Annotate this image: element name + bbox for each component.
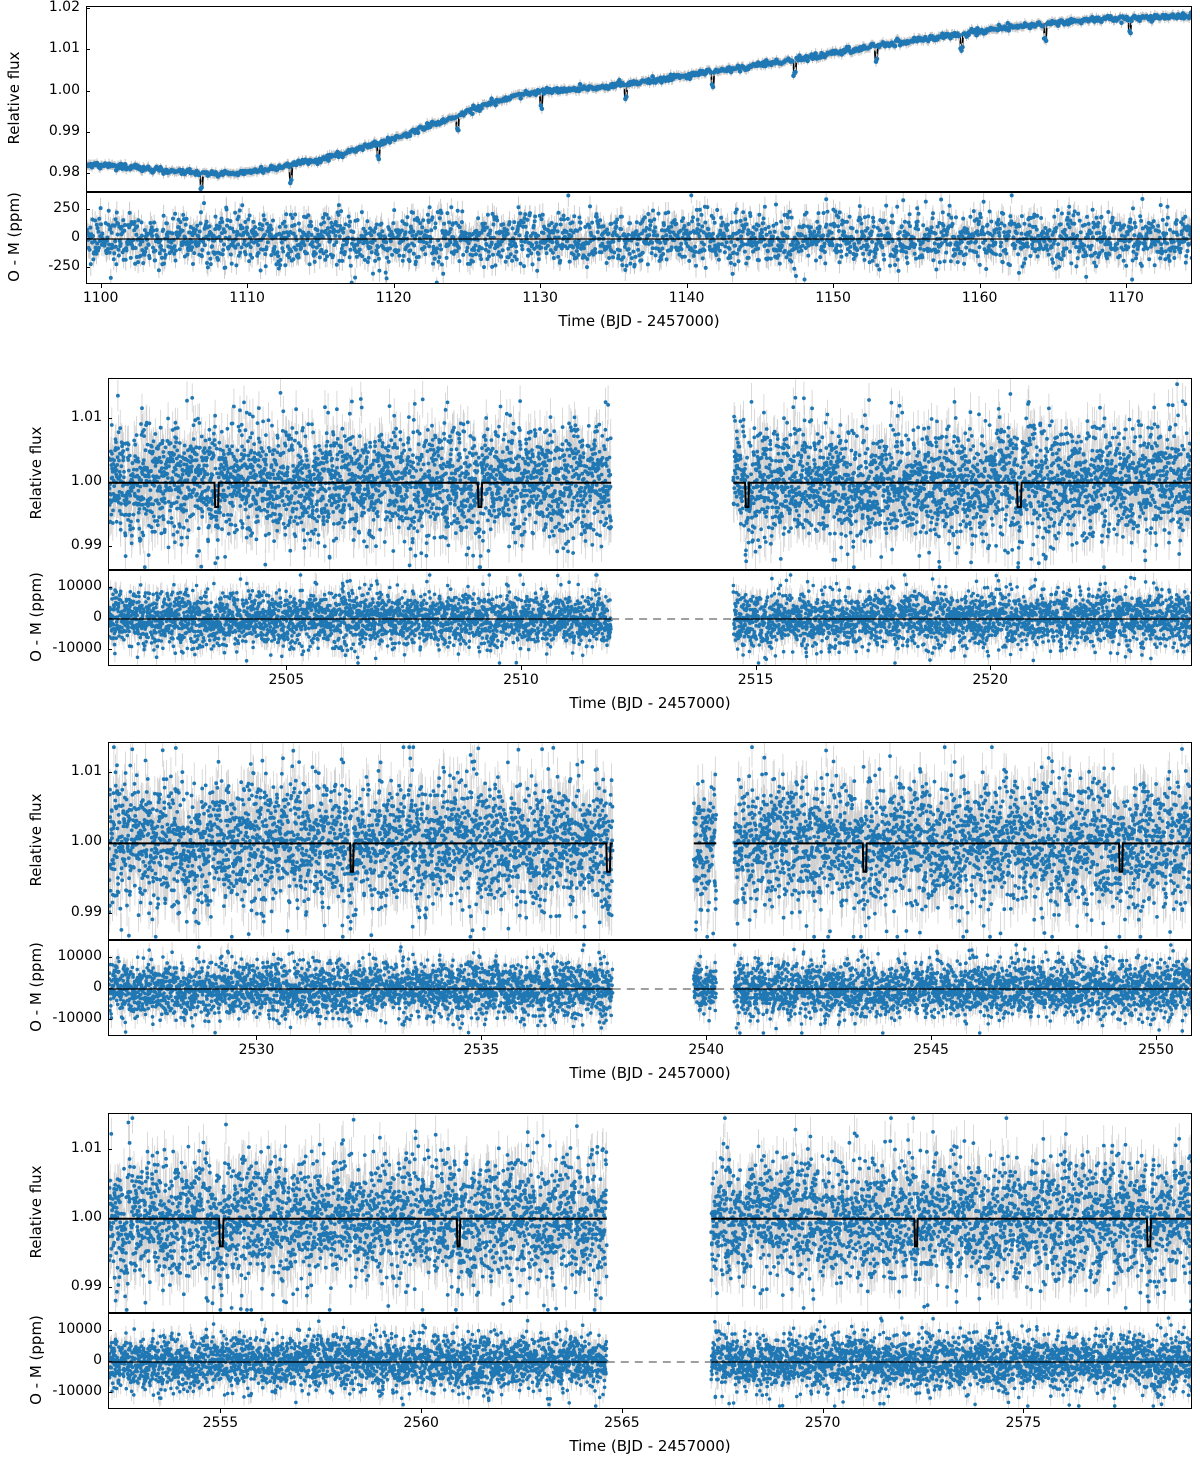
axis-tick-mark-x: [540, 284, 541, 288]
axis-tick-mark-y: [108, 1019, 112, 1020]
axis-tick-mark-x: [286, 666, 287, 670]
axis-tick-mark-y: [108, 988, 112, 989]
axis-tick-label-y: 250: [53, 199, 80, 216]
axis-tick-mark-y: [86, 132, 90, 133]
axis-tick-label-y: -10000: [52, 639, 102, 656]
axis-tick-mark-x: [481, 1036, 482, 1040]
axis-tick-mark-x: [1126, 284, 1127, 288]
axis-tick-mark-x: [687, 284, 688, 288]
axis-tick-label-y: 10000: [57, 578, 102, 595]
sector-2-flux-axes: [108, 378, 1192, 570]
axis-tick-mark-x: [1023, 1409, 1024, 1413]
axis-tick-label-x: 1120: [375, 290, 412, 306]
axis-tick-mark-y: [108, 418, 112, 419]
sector-4-residual-ylabel: O - M (ppm): [27, 1315, 45, 1405]
axis-tick-label-y: 0: [71, 229, 80, 245]
axis-tick-mark-y: [86, 209, 90, 210]
sector-2-flux-ylabel: Relative flux: [27, 426, 45, 520]
axis-tick-mark-y: [108, 587, 112, 588]
axis-tick-mark-y: [86, 173, 90, 174]
axis-tick-mark-x: [1156, 1036, 1157, 1040]
axis-tick-label-y: -10000: [52, 1009, 102, 1026]
sector-4-flux-axes: [108, 1113, 1192, 1313]
axis-tick-label-y: 0: [93, 609, 102, 625]
axis-tick-label-y: 10000: [57, 948, 102, 965]
sector-1-flux-axes: [86, 6, 1192, 192]
sector-2-xlabel: Time (BJD - 2457000): [569, 694, 731, 712]
axis-tick-mark-y: [86, 267, 90, 268]
axis-tick-label-y: 0.98: [48, 164, 80, 181]
axis-tick-label-y: 1.00: [70, 833, 102, 850]
axis-tick-label-y: 1.01: [48, 40, 80, 57]
axis-tick-mark-x: [931, 1036, 932, 1040]
axis-tick-label-y: 1.01: [70, 408, 102, 425]
sector-1-residual-ylabel: O - M (ppm): [5, 192, 23, 282]
axis-tick-mark-x: [622, 1409, 623, 1413]
axis-tick-mark-y: [108, 1330, 112, 1331]
axis-tick-label-y: -10000: [52, 1382, 102, 1399]
axis-tick-label-x: 2540: [688, 1042, 725, 1058]
axis-tick-label-x: 2575: [1005, 1415, 1042, 1431]
axis-tick-mark-x: [706, 1036, 707, 1040]
axis-tick-mark-x: [394, 284, 395, 288]
sector-1-residual-axes: [86, 192, 1192, 284]
axis-tick-label-x: 2510: [503, 672, 539, 688]
sector-3-flux-ylabel: Relative flux: [27, 793, 45, 887]
axis-tick-label-x: 2555: [202, 1415, 239, 1431]
axis-tick-mark-y: [108, 482, 112, 483]
sector-2-residual-axes: [108, 570, 1192, 666]
axis-tick-mark-y: [86, 8, 90, 9]
axis-tick-mark-y: [108, 1218, 112, 1219]
axis-tick-label-x: 2530: [238, 1042, 275, 1058]
axis-tick-label-y: 0: [93, 1352, 102, 1368]
axis-tick-mark-y: [86, 238, 90, 239]
sector-2-residual-ylabel: O - M (ppm): [27, 572, 45, 662]
sector-1-flux-ylabel: Relative flux: [5, 51, 23, 145]
axis-tick-label-x: 2535: [463, 1042, 500, 1058]
axis-tick-mark-x: [833, 284, 834, 288]
axis-tick-label-x: 1150: [815, 290, 851, 306]
sector-3-residual-ylabel: O - M (ppm): [27, 942, 45, 1032]
axis-tick-label-x: 1160: [961, 290, 998, 306]
axis-tick-mark-x: [980, 284, 981, 288]
axis-tick-mark-x: [756, 666, 757, 670]
axis-tick-mark-y: [86, 91, 90, 92]
axis-tick-mark-y: [108, 618, 112, 619]
axis-tick-mark-y: [108, 546, 112, 547]
axis-tick-label-y: 0: [93, 979, 102, 995]
sector-3-flux-axes: [108, 742, 1192, 940]
axis-tick-mark-x: [990, 666, 991, 670]
axis-tick-label-x: 1130: [522, 290, 558, 306]
axis-tick-mark-y: [108, 957, 112, 958]
axis-tick-label-y: 0.99: [70, 904, 102, 921]
axis-tick-label-y: 10000: [57, 1321, 102, 1338]
axis-tick-mark-y: [108, 1149, 112, 1150]
axis-tick-mark-y: [108, 649, 112, 650]
axis-tick-mark-y: [108, 1392, 112, 1393]
axis-tick-mark-x: [247, 284, 248, 288]
axis-tick-label-y: 0.99: [70, 1277, 102, 1294]
axis-tick-mark-x: [521, 666, 522, 670]
sector-1-xlabel: Time (BJD - 2457000): [558, 312, 720, 330]
axis-tick-label-x: 1110: [229, 290, 265, 306]
axis-tick-mark-y: [108, 913, 112, 914]
axis-tick-mark-y: [108, 842, 112, 843]
axis-tick-label-x: 1100: [82, 290, 119, 306]
axis-tick-label-y: 0.99: [48, 123, 80, 140]
axis-tick-label-y: 0.99: [70, 536, 102, 553]
axis-tick-mark-y: [108, 1361, 112, 1362]
axis-tick-label-y: 1.01: [70, 762, 102, 779]
sector-4-xlabel: Time (BJD - 2457000): [569, 1437, 731, 1455]
axis-tick-label-x: 2515: [737, 672, 774, 688]
axis-tick-mark-y: [108, 772, 112, 773]
axis-tick-mark-x: [823, 1409, 824, 1413]
axis-tick-label-x: 2505: [268, 672, 305, 688]
axis-tick-mark-x: [256, 1036, 257, 1040]
axis-tick-label-y: 1.00: [70, 1208, 102, 1225]
sector-4-residual-axes: [108, 1313, 1192, 1409]
axis-tick-label-x: 2550: [1138, 1042, 1174, 1058]
axis-tick-label-y: -250: [48, 258, 80, 275]
axis-tick-label-y: 1.00: [48, 81, 80, 98]
axis-tick-label-x: 1140: [668, 290, 705, 306]
axis-tick-label-y: 1.02: [48, 0, 80, 16]
sector-3-residual-axes: [108, 940, 1192, 1036]
axis-tick-mark-x: [421, 1409, 422, 1413]
sector-4-flux-ylabel: Relative flux: [27, 1165, 45, 1259]
axis-tick-mark-x: [101, 284, 102, 288]
axis-tick-label-x: 2560: [403, 1415, 439, 1431]
axis-tick-mark-x: [220, 1409, 221, 1413]
axis-tick-mark-y: [86, 49, 90, 50]
axis-tick-mark-y: [108, 1287, 112, 1288]
axis-tick-label-x: 1170: [1108, 290, 1144, 306]
sector-3-xlabel: Time (BJD - 2457000): [569, 1064, 731, 1082]
axis-tick-label-x: 2565: [604, 1415, 640, 1431]
axis-tick-label-y: 1.01: [70, 1139, 102, 1156]
axis-tick-label-x: 2545: [913, 1042, 949, 1058]
axis-tick-label-y: 1.00: [70, 472, 102, 489]
axis-tick-label-x: 2520: [972, 672, 1009, 688]
axis-tick-label-x: 2570: [804, 1415, 841, 1431]
